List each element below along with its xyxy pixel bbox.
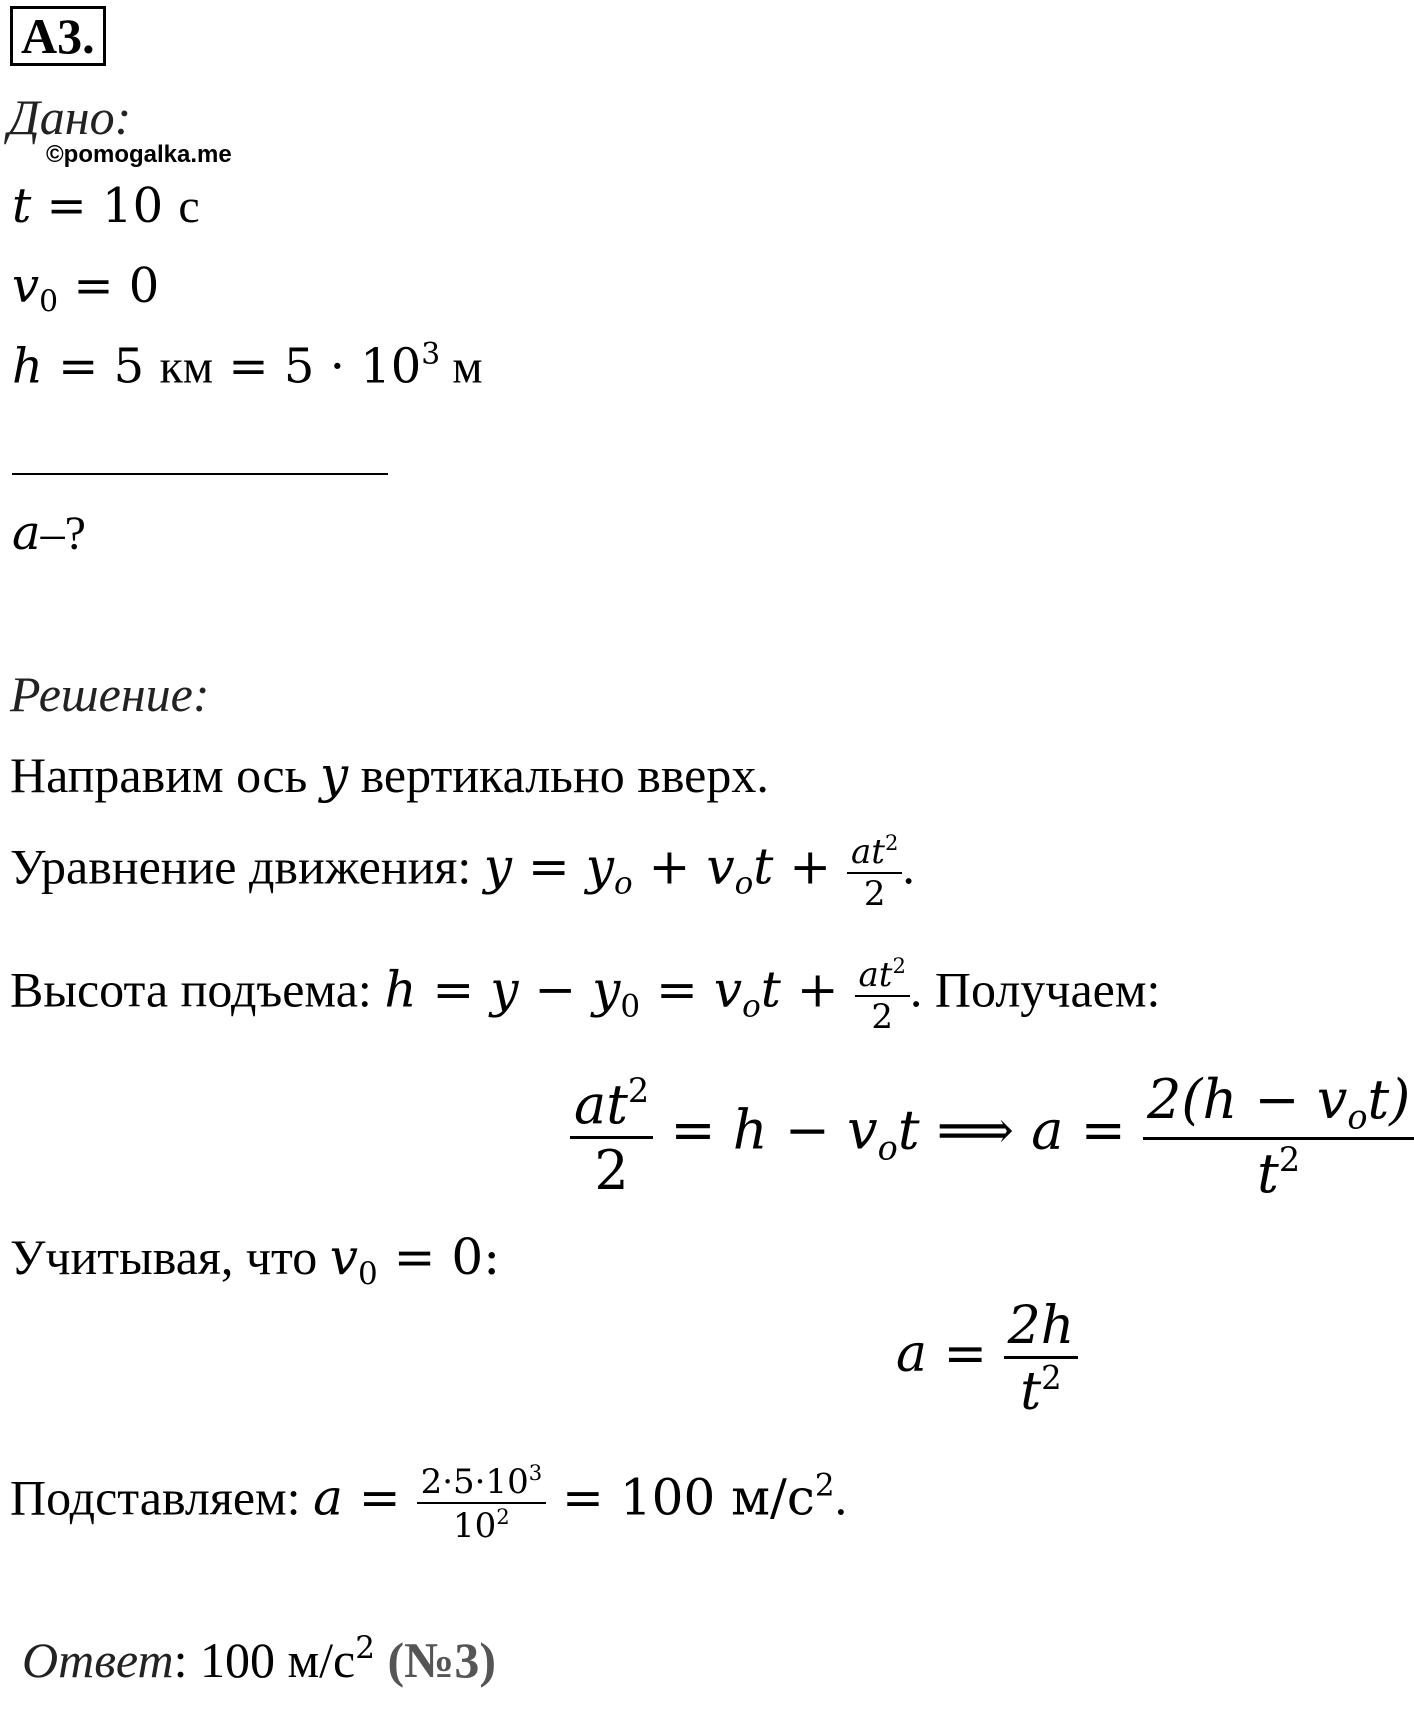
simplified-formula: a = $\frac{2h}{t^2}$ — [896, 1296, 1078, 1422]
answer-line: Ответ: 100 $м/с^2$ (№3) — [22, 1630, 496, 1689]
find-quantity: a–? — [12, 505, 86, 561]
considering-line: Учитывая, что $v_0 = 0$: — [10, 1228, 501, 1292]
simplified-fraction: $\frac{2h}{t^2}$ — [1004, 1296, 1079, 1422]
substitution-fraction: $\frac{2\cdot 5\cdot 10^3}{10^2}$ — [417, 1460, 547, 1546]
substitution-line: Подставляем: a = $\frac{2\cdot 5\cdot 10^3}{10^2}$ = 100 $м/с^2$. — [10, 1460, 848, 1547]
given-heading: Дано: — [8, 89, 132, 145]
given-time: t = 10 с — [12, 178, 200, 234]
lhs-fraction: $\frac{at^2}{2}$ — [570, 1071, 653, 1202]
solution-heading: Решение: — [10, 666, 210, 722]
given-height: h = 5 км = $5 \cdot 10^3$ м — [12, 337, 483, 395]
height-fraction: $\frac{at^2}{2}$ — [855, 953, 910, 1037]
given-initial-velocity: $v_0 = 0$ — [12, 258, 160, 320]
given-divider — [12, 473, 388, 475]
axis-direction-line: Направим ось y вертикально вверх. — [10, 746, 769, 804]
motion-equation-line: Уравнение движения: y = yo + vot + $\frac{at^2}{2}$ . — [10, 830, 915, 915]
motion-fraction: $\frac{at^2}{2}$ — [847, 830, 902, 914]
acceleration-derivation: $\frac{at^2}{2}$ = h − vot ⟹ a = $\frac{\text{2(h − vot)}}{t^2}$ — [570, 1068, 1414, 1204]
task-label: А3. — [10, 6, 106, 66]
watermark: ©pomogalka.me — [46, 141, 232, 168]
height-equation-line: Высота подъема: $h = y - y_0$ = vot + $\frac{at^2}{2}$ . Получаем: — [10, 953, 1161, 1038]
rhs-fraction: $\frac{\text{2(h − vot)}}{t^2}$ — [1143, 1068, 1414, 1204]
